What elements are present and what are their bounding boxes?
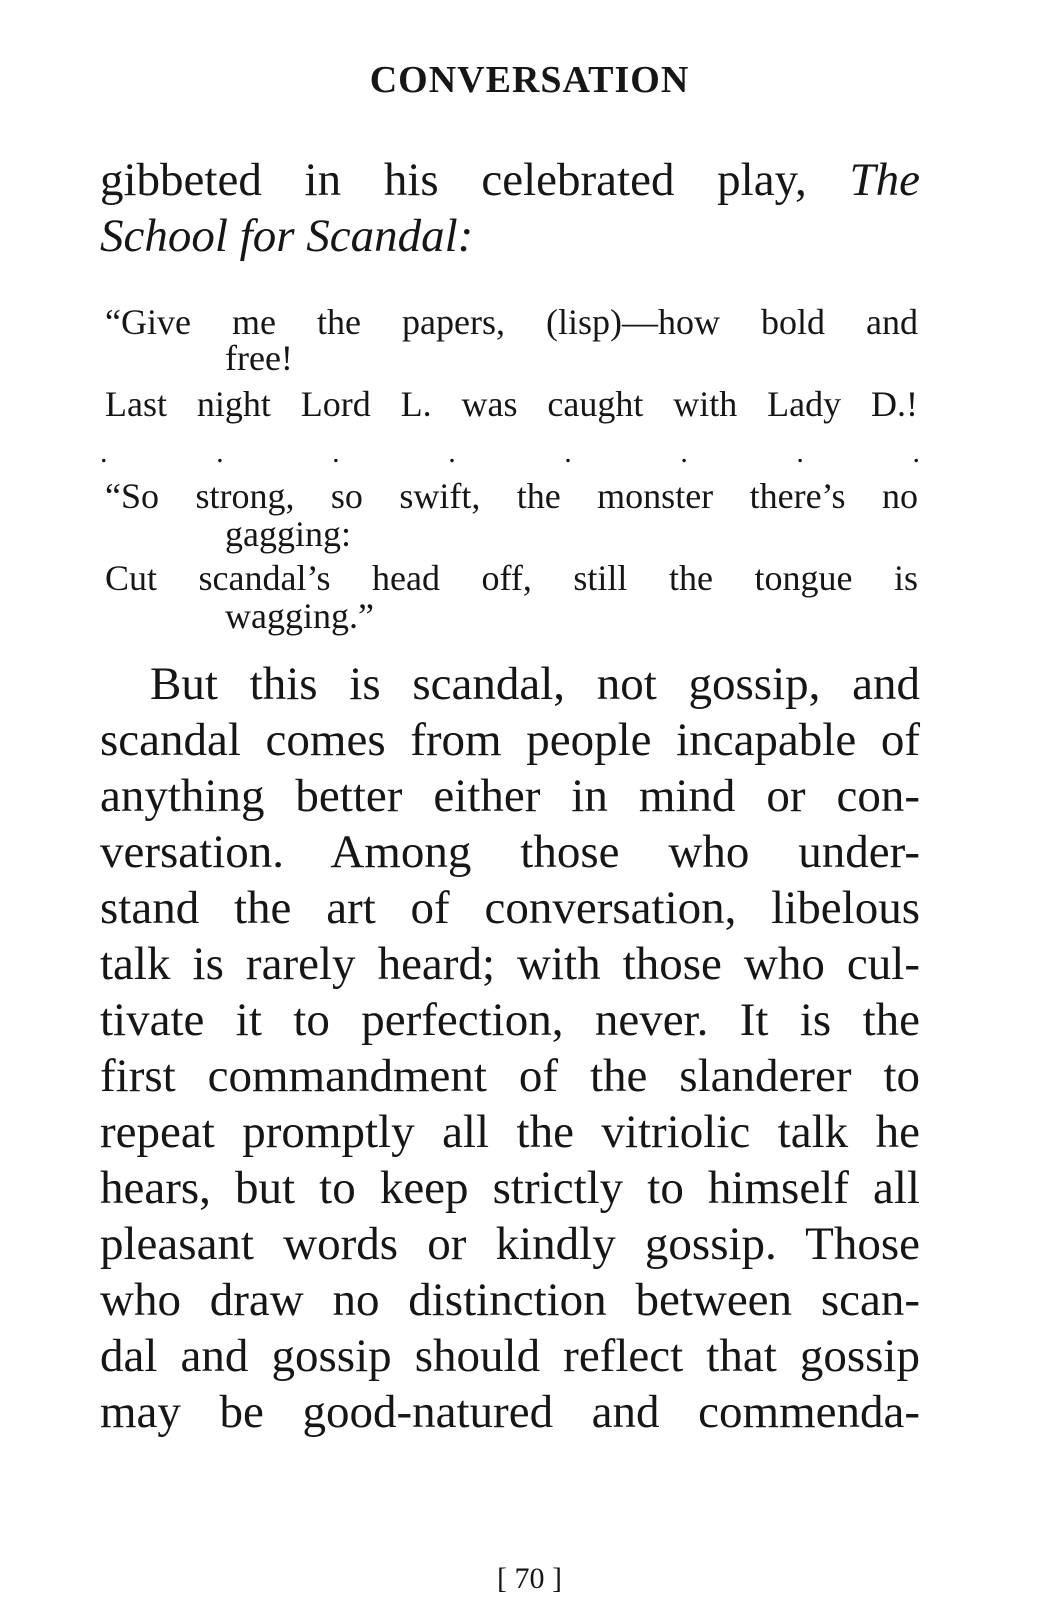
ellipsis-dot: . — [448, 436, 456, 469]
ellipsis-dot: . — [100, 436, 108, 469]
intro-line-1 — [100, 152, 920, 208]
ellipsis-dot: . — [796, 436, 804, 469]
paragraph-line: may be good-natured and commenda- — [100, 1386, 920, 1438]
page-number: [ 70 ] — [497, 1562, 562, 1595]
verse-continuation: gagging: — [225, 514, 351, 554]
play-title-part-1: The — [849, 154, 920, 206]
paragraph-line: versation. Among those who under- — [100, 826, 920, 878]
paragraph-line: first commandment of the slanderer to — [100, 1050, 920, 1102]
paragraph-line: talk is rarely heard; with those who cul- — [100, 938, 920, 990]
paragraph-line: But this is scandal, not gossip, and — [150, 658, 920, 710]
paragraph-line: anything better either in mind or con- — [100, 770, 920, 822]
verse-continuation: free! — [225, 338, 293, 378]
paragraph-line: dal and gossip should reflect that gossip — [100, 1330, 920, 1382]
paragraph-line: hears, but to keep strictly to himself all — [100, 1162, 920, 1214]
ellipsis-dot: . — [912, 436, 920, 469]
ellipsis-dot: . — [332, 436, 340, 469]
ellipsis-dot: . — [564, 436, 572, 469]
verse-line: Last night Lord L. was caught with Lady D.! — [105, 384, 918, 424]
verse-line: “So strong, so swift, the monster there’s no — [105, 476, 918, 516]
paragraph-line: scandal comes from people incapable of — [100, 714, 920, 766]
verse-continuation: wagging.” — [225, 596, 374, 636]
ellipsis-row — [100, 438, 920, 468]
paragraph-line: pleasant words or kindly gossip. Those — [100, 1218, 920, 1270]
play-title-part-2: School for Scandal: — [100, 210, 474, 262]
verse-line: “Give me the papers, (lisp)—how bold and — [105, 302, 918, 342]
ellipsis-dot: . — [680, 436, 688, 469]
paragraph-line: repeat promptly all the vitriolic talk he — [100, 1106, 920, 1158]
intro-line-2 — [100, 208, 920, 264]
paragraph-line: who draw no distinction between scan- — [100, 1274, 920, 1326]
running-header: CONVERSATION — [369, 59, 690, 101]
ellipsis-dot: . — [216, 436, 224, 469]
paragraph-line: stand the art of conversation, libelous — [100, 882, 920, 934]
paragraph-line: tivate it to perfection, never. It is the — [100, 994, 920, 1046]
verse-line: Cut scandal’s head off, still the tongue is — [105, 558, 918, 598]
intro-text: gibbeted in his celebrated play, — [100, 154, 850, 206]
